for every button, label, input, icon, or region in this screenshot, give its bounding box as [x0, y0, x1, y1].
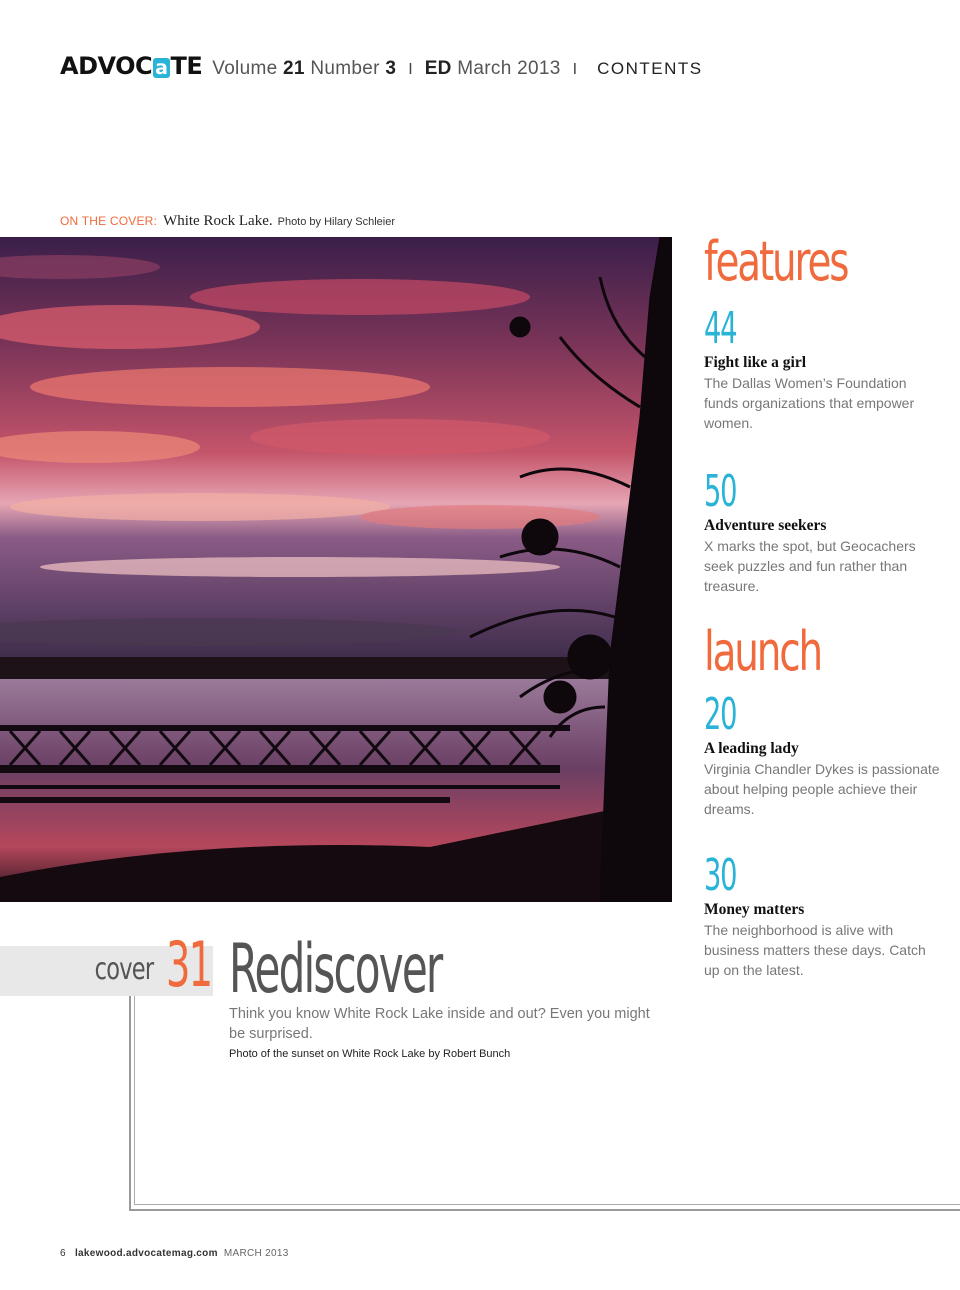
cover-caption-credit: Photo by Hilary Schleier	[277, 216, 395, 228]
page-number: 6	[60, 1248, 66, 1259]
entry-title: A leading lady	[704, 740, 799, 757]
header-separator: I	[408, 61, 413, 78]
frame-line	[129, 1209, 960, 1211]
header-separator: I	[572, 61, 578, 78]
page-footer	[60, 1248, 289, 1259]
logo-text-end: TE	[170, 52, 203, 80]
masthead	[60, 52, 703, 82]
entry-title: Fight like a girl	[704, 354, 807, 371]
features-heading: features	[704, 230, 848, 293]
edition-label: ED	[424, 58, 452, 79]
entry-page-number: 20	[704, 689, 737, 740]
number-label: Number	[310, 58, 380, 79]
entry-page-number: 44	[704, 303, 737, 354]
frame-line	[134, 996, 135, 1205]
edition-date	[425, 58, 561, 80]
entry-description: Virginia Chandler Dykes is passionate about helping people achieve their dreams.	[704, 761, 940, 817]
footer-month: MARCH 2013	[223, 1248, 289, 1259]
launch-heading: launch	[704, 620, 821, 683]
cover-caption-title: White Rock Lake.	[163, 213, 273, 229]
entry-title: Adventure seekers	[704, 517, 827, 534]
frame-line	[134, 1204, 960, 1205]
contents-sidebar	[704, 232, 944, 980]
cover-story-title[interactable]: Rediscover	[229, 930, 442, 1009]
entry-title: Money matters	[704, 901, 805, 918]
launch-entry[interactable]	[704, 850, 944, 980]
cover-label: cover	[94, 952, 153, 987]
entry-description: The Dallas Women’s Foundation funds organizations that empower women.	[704, 375, 915, 431]
feature-entry[interactable]	[704, 303, 944, 433]
frame-line	[129, 996, 131, 1210]
feature-entry[interactable]	[704, 466, 944, 596]
issue-date: March 2013	[457, 58, 561, 79]
issue-volume	[212, 58, 396, 80]
entry-page-number: 30	[704, 850, 737, 901]
cover-story-photo-credit: Photo of the sunset on White Rock Lake by Robert Bunch	[229, 1048, 511, 1060]
launch-entry[interactable]	[704, 689, 944, 819]
footer-url[interactable]: lakewood.advocatemag.com	[74, 1248, 218, 1259]
entry-page-number: 50	[704, 466, 737, 517]
cover-caption-label: ON THE COVER:	[60, 214, 158, 228]
entry-description: X marks the spot, but Geocachers seek puzzles and fun rather than treasure.	[704, 538, 916, 594]
entry-description: The neighborhood is alive with business matters these days. Catch up on the latest.	[704, 922, 926, 978]
logo-text-start: ADVOC	[60, 52, 153, 80]
advocate-logo	[60, 52, 202, 80]
cover-story-description: Think you know White Rock Lake inside and out? Even you might be surprised.	[229, 1006, 650, 1042]
cover-photo	[0, 237, 672, 902]
cover-caption	[60, 213, 395, 230]
cover-page-number: 31	[166, 928, 212, 1001]
section-label: CONTENTS	[597, 59, 703, 78]
volume-label: Volume	[212, 58, 278, 79]
volume-number: 21	[283, 58, 305, 79]
issue-number: 3	[385, 58, 397, 79]
sunset-lake-image	[0, 237, 672, 902]
logo-a-box: a	[155, 57, 168, 79]
